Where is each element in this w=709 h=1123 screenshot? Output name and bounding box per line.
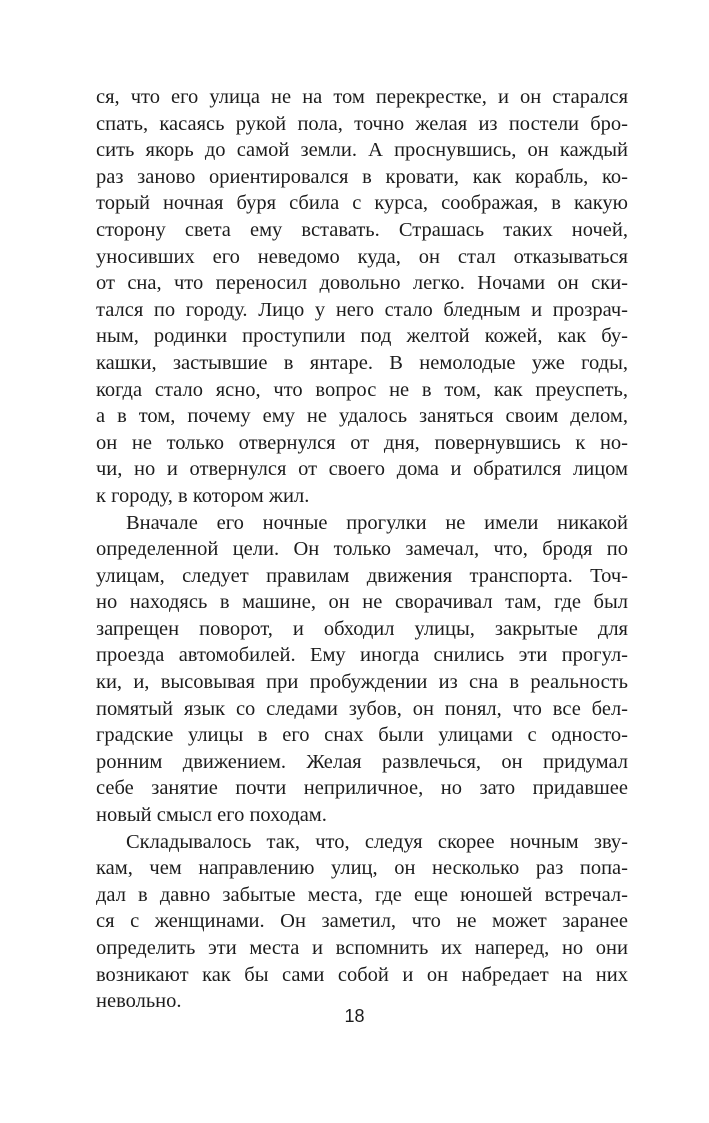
text-line: новый смысл его походам. xyxy=(96,804,327,827)
text-line: определить эти места и вспомнить их наперед, но они xyxy=(96,937,628,959)
text-line: торый ночная буря сбила с курса, соображая, в какую xyxy=(96,192,628,215)
text-line: уносивших его неведомо куда, он стал отказываться xyxy=(96,245,628,268)
text-line: Складывалось так, что, следуя скорее ночным зву- xyxy=(126,830,628,853)
text-line: градские улицы в его снах были улицами с односто- xyxy=(96,724,628,747)
text-line: запрещен поворот, и обходил улицы, закрытые для xyxy=(96,617,628,640)
text-line: улицам, следует правилам движения транспорта. Точ- xyxy=(96,564,628,587)
paragraph-3 xyxy=(96,829,628,1015)
text-line: он не только отвернулся от дня, повернувшись к но- xyxy=(96,431,628,454)
paragraph-2 xyxy=(96,510,628,829)
text-line: себе занятие почти неприличное, но зато придавшее xyxy=(96,777,628,800)
text-line: раз заново ориентировался в кровати, как корабль, ко- xyxy=(96,165,628,188)
text-line: ронним движением. Желая развлечься, он придумал xyxy=(96,750,628,773)
text-line: Вначале его ночные прогулки не имели никакой xyxy=(126,511,628,534)
text-line: кам, чем направлению улиц, он несколько раз попа- xyxy=(96,857,628,880)
text-line: тался по городу. Лицо у него стало бледным и прозрач- xyxy=(96,298,628,321)
text-line: ным, родинки проступили под желтой кожей, как бу- xyxy=(96,325,628,348)
text-line: кашки, застывшие в янтаре. В немолодые уже годы, xyxy=(96,351,628,374)
text-line: но находясь в машине, он не сворачивал там, где был xyxy=(96,591,628,614)
text-line: помятый язык со следами зубов, он понял, что все бел- xyxy=(96,697,628,720)
page-number: 18 xyxy=(344,1006,365,1026)
text-line: возникают как бы сами собой и он набредает на них xyxy=(96,963,628,986)
text-line: ся, что его улица не на том перекрестке, и он старался xyxy=(96,86,628,108)
text-line: сторону света ему вставать. Страшась таких ночей, xyxy=(96,218,628,241)
text-line: определенной цели. Он только замечал, что, бродя по xyxy=(96,538,628,561)
text-line: спать, касаясь рукой пола, точно желая из постели бро- xyxy=(96,112,628,135)
text-line: когда стало ясно, что вопрос не в том, как преуспеть, xyxy=(96,378,628,401)
text-line: ки, и, высовывая при пробуждении из сна в реальность xyxy=(96,671,628,694)
text-line: к городу, в котором жил. xyxy=(96,484,310,507)
text-line: проезда автомобилей. Ему иногда снились эти прогул- xyxy=(96,644,628,667)
text-line: сить якорь до самой земли. А проснувшись, он каждый xyxy=(96,139,628,162)
text-line: а в том, почему ему не удалось заняться своим делом, xyxy=(96,405,628,428)
page-text xyxy=(96,84,628,1015)
text-line: ся с женщинами. Он заметил, что не может заранее xyxy=(96,910,628,933)
text-line: дал в давно забытые места, где еще юношей встречал- xyxy=(96,883,628,906)
text-line: от сна, что переносил довольно легко. Ночами он ски- xyxy=(96,272,628,295)
text-line: чи, но и отвернулся от своего дома и обратился лицом xyxy=(96,458,628,481)
text-line: невольно. xyxy=(96,990,182,1013)
paragraph-1 xyxy=(96,84,628,510)
